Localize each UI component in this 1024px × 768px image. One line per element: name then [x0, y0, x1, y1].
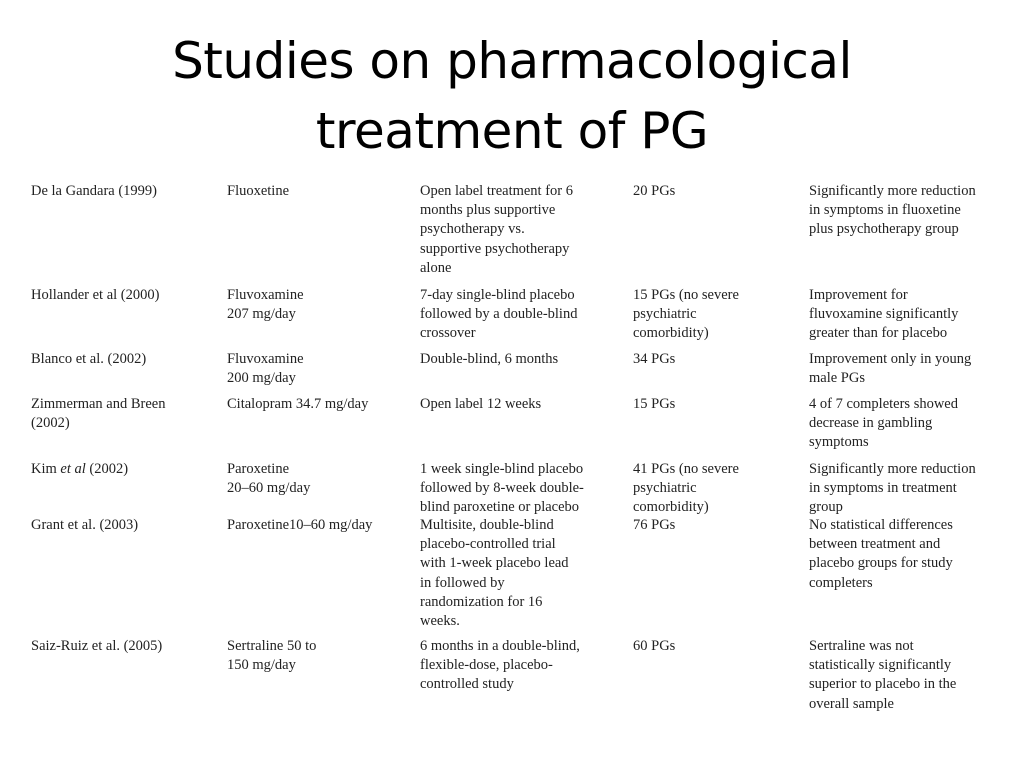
study-year: (2002) — [85, 461, 129, 477]
design-cell: Multisite, double-blind placebo-controlled trial with 1-week placebo lead in followed by randomization for 16 weeks. — [420, 517, 569, 630]
outcome-cell: Improvement for fluvoxamine significantly greater than for placebo — [809, 287, 959, 342]
drug-cell: Paroxetine 20–60 mg/day — [227, 461, 311, 497]
drug-cell: Citalopram 34.7 mg/day — [227, 396, 369, 412]
sample-cell: 34 PGs — [633, 351, 676, 367]
sample-cell: 15 PGs — [633, 396, 676, 412]
study-cell — [31, 460, 219, 479]
title-line-1: Studies on pharmacological — [172, 32, 852, 90]
design-cell: Open label treatment for 6 months plus supportive psychotherapy vs. supportive psychotherapy alone — [420, 183, 573, 276]
design-cell: Open label 12 weeks — [420, 396, 542, 412]
drug-cell: Fluoxetine — [227, 183, 290, 199]
study-cell: Saiz-Ruiz et al. (2005) — [31, 638, 163, 654]
sample-cell: 20 PGs — [633, 183, 676, 199]
slide-title — [0, 26, 1024, 166]
outcome-cell: No statistical differences between treatment and placebo groups for study completers — [809, 517, 953, 591]
study-cell: De la Gandara (1999) — [31, 183, 158, 199]
outcome-cell: 4 of 7 completers showed decrease in gambling symptoms — [809, 396, 958, 451]
study-et-al: et al — [60, 461, 86, 477]
outcome-cell: Significantly more reduction in symptoms in treatment group — [809, 461, 976, 516]
study-cell: Grant et al. (2003) — [31, 517, 139, 533]
drug-cell: Fluvoxamine 200 mg/day — [227, 351, 304, 387]
study-author: Kim — [31, 461, 61, 477]
design-cell: Double-blind, 6 months — [420, 351, 559, 367]
drug-cell: Fluvoxamine 207 mg/day — [227, 287, 304, 323]
sample-cell: 15 PGs (no severe psychiatric comorbidity) — [633, 287, 739, 342]
study-cell: Zimmerman and Breen (2002) — [31, 396, 166, 432]
sample-cell: 60 PGs — [633, 638, 676, 654]
outcome-cell: Sertraline was not statistically significantly superior to placebo in the overall sample — [809, 638, 957, 712]
study-cell: Blanco et al. (2002) — [31, 351, 147, 367]
outcome-cell: Improvement only in young male PGs — [809, 351, 972, 387]
drug-cell: Paroxetine10–60 mg/day — [227, 517, 373, 533]
design-cell: 1 week single-blind placebo followed by 8-week double- blind paroxetine or placebo — [420, 461, 584, 516]
design-cell: 6 months in a double-blind, flexible-dose, placebo- controlled study — [420, 638, 580, 693]
design-cell: 7-day single-blind placebo followed by a double-blind crossover — [420, 287, 578, 342]
sample-cell: 41 PGs (no severe psychiatric comorbidity) — [633, 461, 739, 516]
title-line-2: treatment of PG — [315, 102, 709, 160]
sample-cell: 76 PGs — [633, 517, 676, 533]
drug-cell: Sertraline 50 to 150 mg/day — [227, 638, 317, 674]
study-cell: Hollander et al (2000) — [31, 287, 160, 303]
outcome-cell: Significantly more reduction in symptoms in fluoxetine plus psychotherapy group — [809, 183, 976, 238]
